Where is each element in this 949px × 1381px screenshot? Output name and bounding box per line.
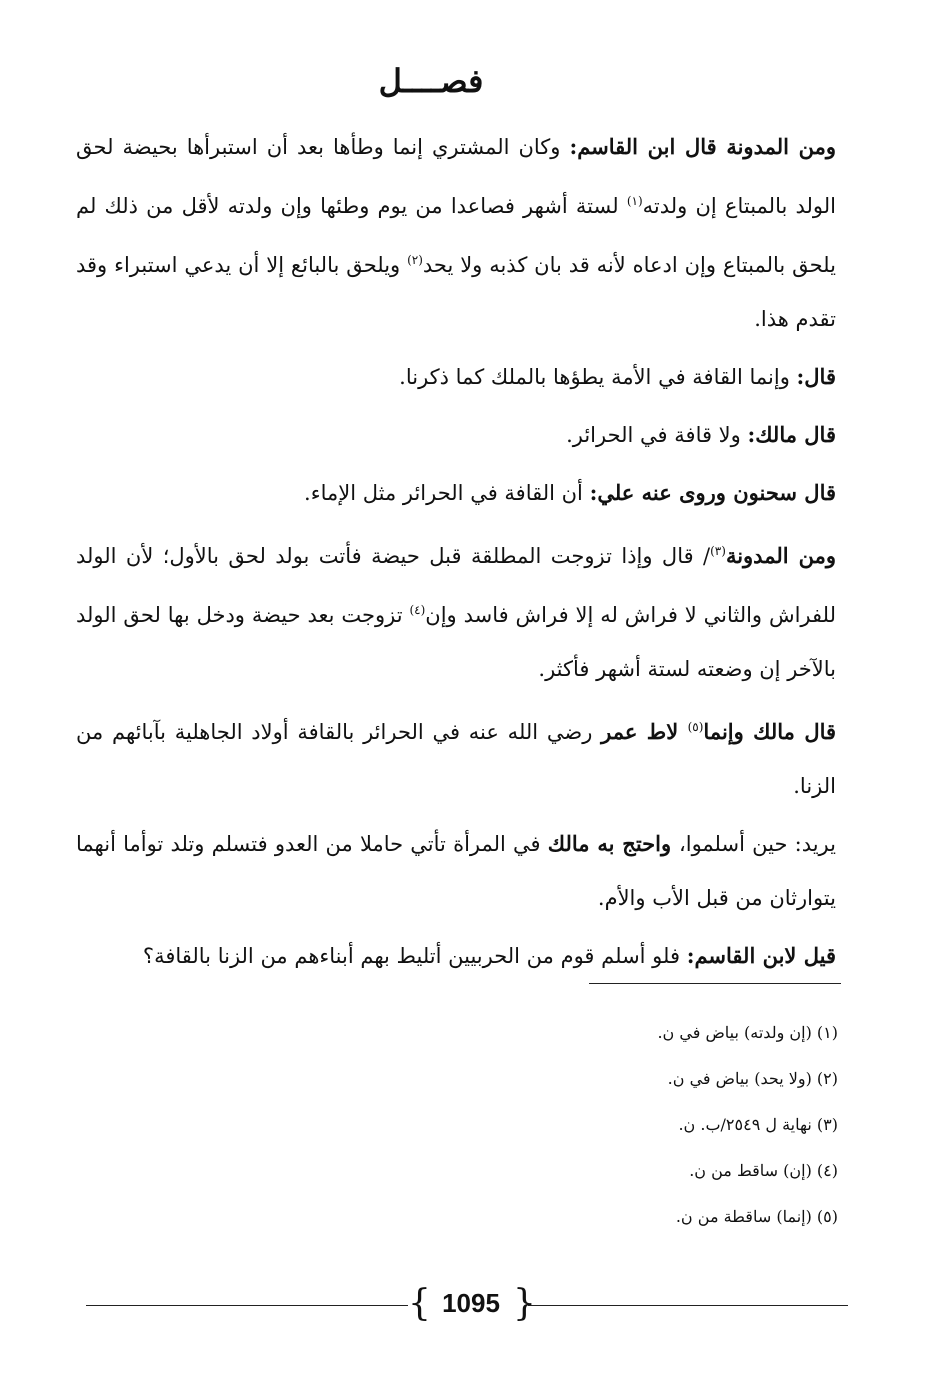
text-run: يريد: حين أسلموا، [678, 832, 836, 856]
text-run: أن القافة في الحرائر مثل الإماء. [304, 481, 590, 505]
paragraph [76, 929, 836, 983]
footnote: (٤) (إن) ساقط من ن. [689, 1161, 838, 1180]
bold-phrase: قال سحنون وروى عنه علي: [589, 480, 836, 505]
page-number-brace-right: } [513, 1283, 536, 1324]
footer-rule-left [86, 1305, 408, 1306]
footnote: (٢) (ولا يحد) بياض في ن. [667, 1069, 838, 1088]
footnote-separator [589, 983, 841, 984]
bold-phrase: قال مالك وإنما [703, 719, 837, 744]
text-run: ويلحق بالبائع إلا أن يدعي استبراء وقد تقدم هذا. [76, 253, 836, 331]
text-run: في المرأة تأتي حاملا من العدو فتسلم وتلد توأما أنهما يتوارثان من قبل الأب والأم. [76, 832, 836, 910]
text-run: رضي الله عنه في الحرائر بالقافة أولاد الجاهلية بآبائهم من الزنا. [76, 720, 836, 798]
footnote: (١) (إن ولدته) بياض في ن. [657, 1023, 838, 1042]
footnote: (٣) نهاية ل ٢٥٤٩/ب. ن. [678, 1115, 838, 1134]
paragraph [76, 350, 836, 404]
footnote: (٥) (إنما) ساقطة من ن. [675, 1207, 838, 1226]
bold-phrase: ومن المدونة [725, 543, 836, 568]
text-run: وإنما القافة في الأمة يطؤها بالملك كما ذكرنا. [399, 365, 797, 389]
paragraph [76, 700, 836, 813]
page-number: 1095 [442, 1288, 500, 1318]
footnotes [76, 1010, 838, 1240]
paragraph [76, 466, 836, 520]
text-run: فلو أسلم قوم من الحربيين أتليط بهم أبناءهم من الزنا بالقافة؟ [142, 944, 687, 968]
bold-phrase: قيل لابن القاسم: [686, 943, 836, 968]
paragraph [76, 817, 836, 925]
main-text [76, 120, 836, 983]
bold-phrase: ومن المدونة قال ابن القاسم: [569, 134, 836, 159]
footnote-marker: (٤) [409, 603, 426, 617]
paragraph [76, 120, 836, 346]
text-run: وكان المشتري إنما وطأها بعد أن استبرأها بحيضة لحق الولد بالمبتاع إن ولدته [76, 135, 836, 218]
text-run: تزوجت بعد حيضة ودخل بها لحق الولد بالآخر إن وضعته لستة أشهر فأكثر. [76, 603, 836, 681]
footnote-marker: (٥) [687, 720, 704, 734]
text-run: / قال وإذا تزوجت المطلقة قبل حيضة فأتت بولد لحق بالأول؛ لأن الولد للفراش والثاني لا فراش له إلا فراش فاسد وإن [76, 544, 836, 627]
bold-phrase: لاط عمر [601, 719, 688, 744]
bold-phrase: قال: [796, 364, 836, 389]
text-run: ولا قافة في الحرائر. [566, 423, 748, 447]
paragraph [76, 408, 836, 462]
section-heading: فصــــل [378, 62, 484, 100]
footnote-marker: (٢) [407, 253, 423, 267]
page-number-brace-left: { [408, 1283, 431, 1324]
footnote-marker: (١) [626, 194, 643, 208]
bold-phrase: واحتج به مالك [547, 831, 679, 856]
text-run: لستة أشهر فصاعدا من يوم وطئها وإن ولدته لأقل من ذلك لم يلحق بالمبتاع وإن ادعاه لأنه قد بان كذبه ولا يحد [76, 194, 836, 277]
footer-rule-right [528, 1305, 848, 1306]
footnote-marker: (٣) [710, 544, 726, 558]
bold-phrase: قال مالك: [747, 422, 836, 447]
paragraph [76, 524, 836, 696]
